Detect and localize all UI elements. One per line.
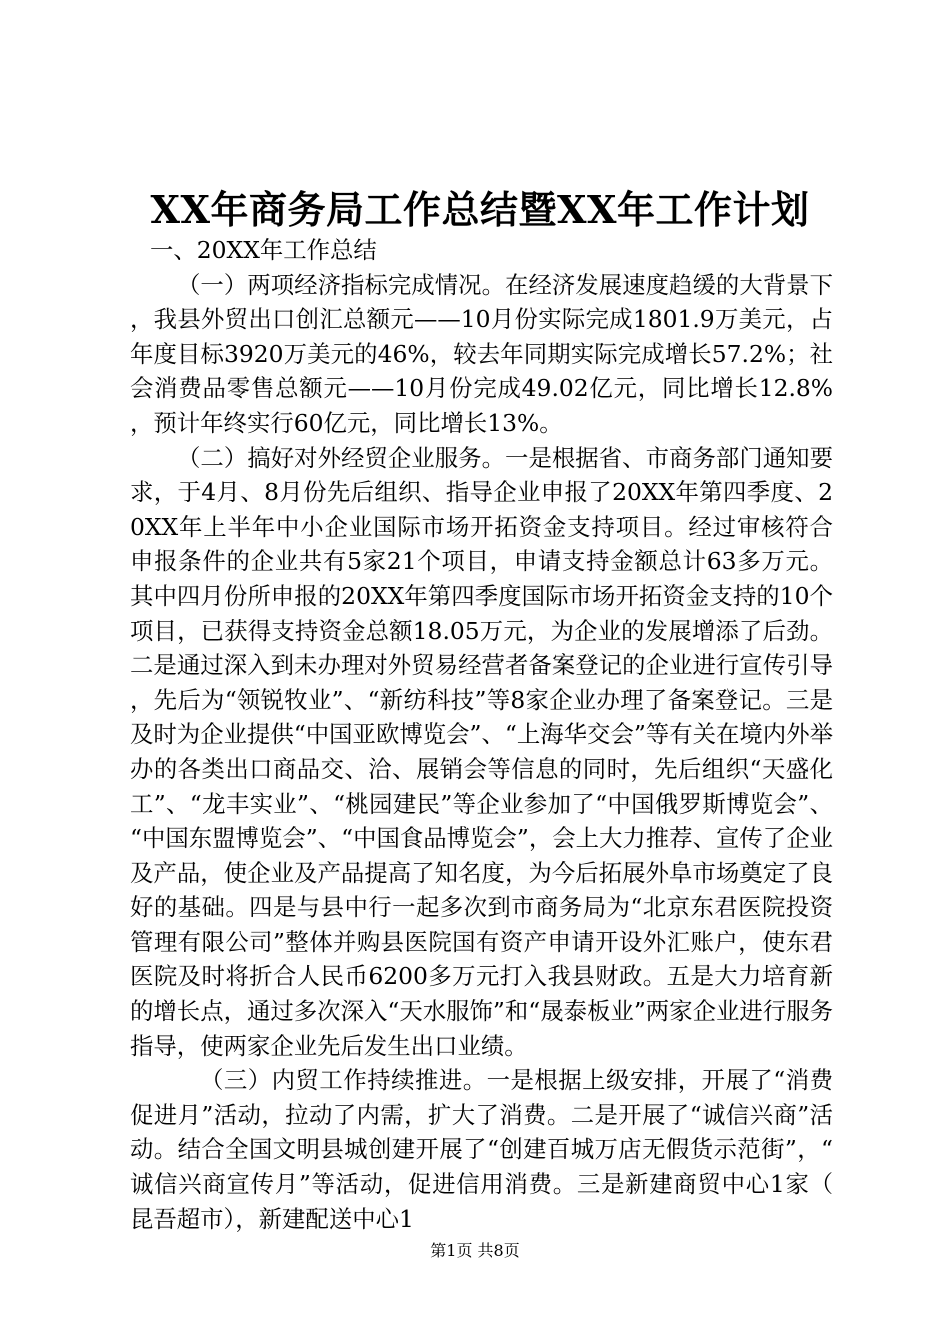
paragraph-2: （二）搞好对外经贸企业服务。一是根据省、市商务部门通知要求，于4月、8月份先后组织、指导企业申报了20XX年第四季度、20XX年上半年中小企业国际市场开拓资金支持项目。经过审核符合申报条件的企业共有5家21个项目，申请支持金额总计63多万元。其中四月份所申报的20XX年第四季度国际市场开拓资金支持的10个项目，已获得支持资金总额18.05万元，为企业的发展增添了后劲。二是通过深入到未办理对外贸易经营者备案登记的企业进行宣传引导，先后为“领锐牧业”、“新纺科技”等8家企业办理了备案登记。三是及时为企业提供“中国亚欧博览会”、“上海华交会”等有关在境内外举办的各类出口商品交、洽、展销会等信息的同时，先后组织“天盛化工”、“龙丰实业”、“桃园建民”等企业参加了“中国俄罗斯博览会”、“中国东盟博览会”、“中国食品博览会”，会上大力推荐、宣传了企业及产品，使企业及产品提高了知名度，为今后拓展外阜市场奠定了良好的基础。四是与县中行一起多次到市商务局为“北京东君医院投资管理有限公司”整体并购县医院国有资产申请开设外汇账户，使东君医院及时将折合人民币6200多万元打入我县财政。五是大力培育新的增长点，通过多次深入“天水服饰”和“晟泰板业”两家企业进行服务指导，使两家企业先后发生出口业绩。: [130, 443, 833, 1060]
paragraph-3: （三）内贸工作持续推进。一是根据上级安排，开展了“消费促进月”活动，拉动了内需，扩大了消费。二是开展了“诚信兴商”活动。结合全国文明县城创建开展了“创建百城万店无假货示范街”，“诚信兴商宣传月”等活动，促进信用消费。三是新建商贸中心1家（昆吾超市），新建配送中心1: [130, 1066, 833, 1233]
page-total: 共8页: [477, 1241, 520, 1260]
paragraph-1: （一）两项经济指标完成情况。在经济发展速度趋缓的大背景下，我县外贸出口创汇总额元——10月份实际完成1801.9万美元，占年度目标3920万美元的46%，较去年同期实际完成增长57.2%；社会消费品零售总额元——10月份完成49.02亿元，同比增长12.8%，预计年终实行60亿元，同比增长13%。: [130, 270, 833, 437]
document-body: [130, 233, 833, 1236]
section-heading: 一、20XX年工作总结: [150, 236, 377, 264]
document-title: XX年商务局工作总结暨XX年工作计划: [150, 187, 810, 232]
page-footer: [0, 1240, 950, 1262]
page-number: 第1页: [430, 1241, 473, 1260]
